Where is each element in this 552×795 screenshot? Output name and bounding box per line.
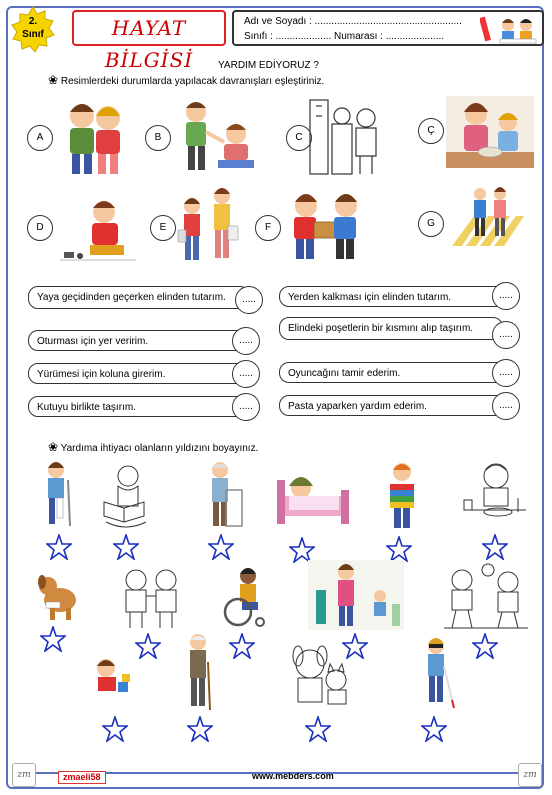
flower-icon: ❀ — [48, 440, 59, 454]
children-carrying-box-icon — [286, 190, 368, 262]
picture-label-e: E — [150, 215, 176, 241]
right-sentence-4: Pasta yaparken yardım ederim. — [279, 395, 505, 416]
answer-blank-right-4[interactable]: ..... — [492, 392, 520, 420]
blind-child-with-cane-icon — [418, 636, 458, 710]
answer-blank-left-4[interactable]: ..... — [232, 393, 260, 421]
child-giving-seat-on-bus-icon — [306, 96, 386, 178]
child-eating-icon — [462, 460, 530, 528]
children-writing-icon — [480, 13, 540, 45]
picture-label-c-cedilla: Ç — [418, 118, 444, 144]
star-6[interactable] — [482, 534, 508, 560]
right-sentence-1: Yerden kalkması için elinden tutarım. — [279, 286, 505, 307]
child-with-crutch-icon — [40, 460, 76, 530]
answer-blank-right-3[interactable]: ..... — [492, 359, 520, 387]
elderly-with-cane-icon — [184, 632, 214, 712]
dog-and-cat-icon — [288, 644, 354, 710]
star-8[interactable] — [135, 633, 161, 659]
injured-puppy-icon — [36, 572, 80, 622]
left-sentence-3: Yürümesi için koluna girerim. — [28, 363, 246, 384]
child-helping-fallen-child-icon — [172, 98, 260, 176]
picture-label-f: F — [255, 215, 281, 241]
grade-badge — [10, 6, 56, 52]
star-3[interactable] — [208, 534, 234, 560]
right-sentence-2: Elindeki poşetlerin bir kısmını alıp taşırım. — [279, 317, 503, 340]
answer-blank-right-2[interactable]: ..... — [492, 321, 520, 349]
subject-title: HAYAT BİLGİSİ — [104, 16, 194, 72]
child-reading-icon — [98, 462, 154, 532]
picture-label-a: A — [27, 125, 53, 151]
section1-title: YARDIM EDİYORUZ ? — [218, 60, 319, 71]
section2-instruction: Yardıma ihtiyacı olanların yıldızını boyayınız. — [60, 443, 259, 454]
toddler-playing-icon — [92, 656, 134, 696]
right-sentence-3: Oyuncağını tamir ederim. — [279, 362, 505, 383]
star-15[interactable] — [421, 716, 447, 742]
answer-blank-left-2[interactable]: ..... — [232, 327, 260, 355]
section2-instruction-row — [48, 440, 258, 454]
children-playing-ball-icon — [444, 562, 528, 632]
friends-playing-icon — [116, 566, 188, 632]
zm-logo-right: zm — [518, 763, 542, 787]
child-carrying-books-icon — [380, 462, 424, 532]
elderly-with-walker-icon — [202, 460, 246, 532]
star-13[interactable] — [187, 716, 213, 742]
section1-instruction-row — [48, 73, 324, 87]
left-sentence-2: Oturması için yer veririm. — [28, 330, 246, 351]
answer-blank-left-1[interactable]: ..... — [235, 286, 263, 314]
mother-cleaning-icon — [308, 560, 404, 630]
footer-website[interactable]: www.mebders.com — [252, 771, 334, 781]
grade-number: 2. — [28, 16, 38, 27]
star-11[interactable] — [472, 633, 498, 659]
star-1[interactable] — [46, 534, 72, 560]
left-sentence-4: Kutuyu birlikte taşırım. — [28, 396, 246, 417]
class-number-line[interactable]: Sınıfı : .................... Numarası : ..................... — [244, 31, 445, 42]
flower-icon: ❀ — [48, 73, 59, 87]
star-9[interactable] — [229, 633, 255, 659]
picture-label-b: B — [145, 125, 171, 151]
child-fixing-toy-icon — [60, 196, 136, 262]
name-line[interactable]: Adı ve Soyadı : ..................................................... — [244, 16, 462, 27]
star-5[interactable] — [386, 536, 412, 562]
children-at-crosswalk-icon — [452, 186, 536, 252]
star-14[interactable] — [305, 716, 331, 742]
child-baking-with-mother-icon — [446, 96, 534, 168]
footer-code: zmaeli58 — [58, 771, 106, 784]
answer-blank-left-3[interactable]: ..... — [232, 360, 260, 388]
child-carrying-shopping-bags-icon — [176, 186, 240, 264]
picture-label-c: C — [286, 125, 312, 151]
subject-title-box — [72, 10, 226, 72]
child-in-wheelchair-icon — [222, 566, 268, 628]
star-7[interactable] — [40, 626, 66, 652]
children-hugging-icon — [58, 96, 132, 176]
picture-label-g: G — [418, 211, 444, 237]
star-12[interactable] — [102, 716, 128, 742]
left-sentence-1: Yaya geçidinden geçerken elinden tutarım. — [28, 286, 250, 309]
student-info-box — [232, 10, 544, 46]
zm-logo-left: zm — [12, 763, 36, 787]
answer-blank-right-1[interactable]: ..... — [492, 282, 520, 310]
section1-instruction: Resimlerdeki durumlarda yapılacak davranışları eşleştiriniz. — [60, 76, 325, 87]
picture-label-d: D — [27, 215, 53, 241]
star-2[interactable] — [113, 534, 139, 560]
sick-girl-in-bed-icon — [275, 466, 351, 528]
grade-label: Sınıf — [22, 29, 44, 40]
